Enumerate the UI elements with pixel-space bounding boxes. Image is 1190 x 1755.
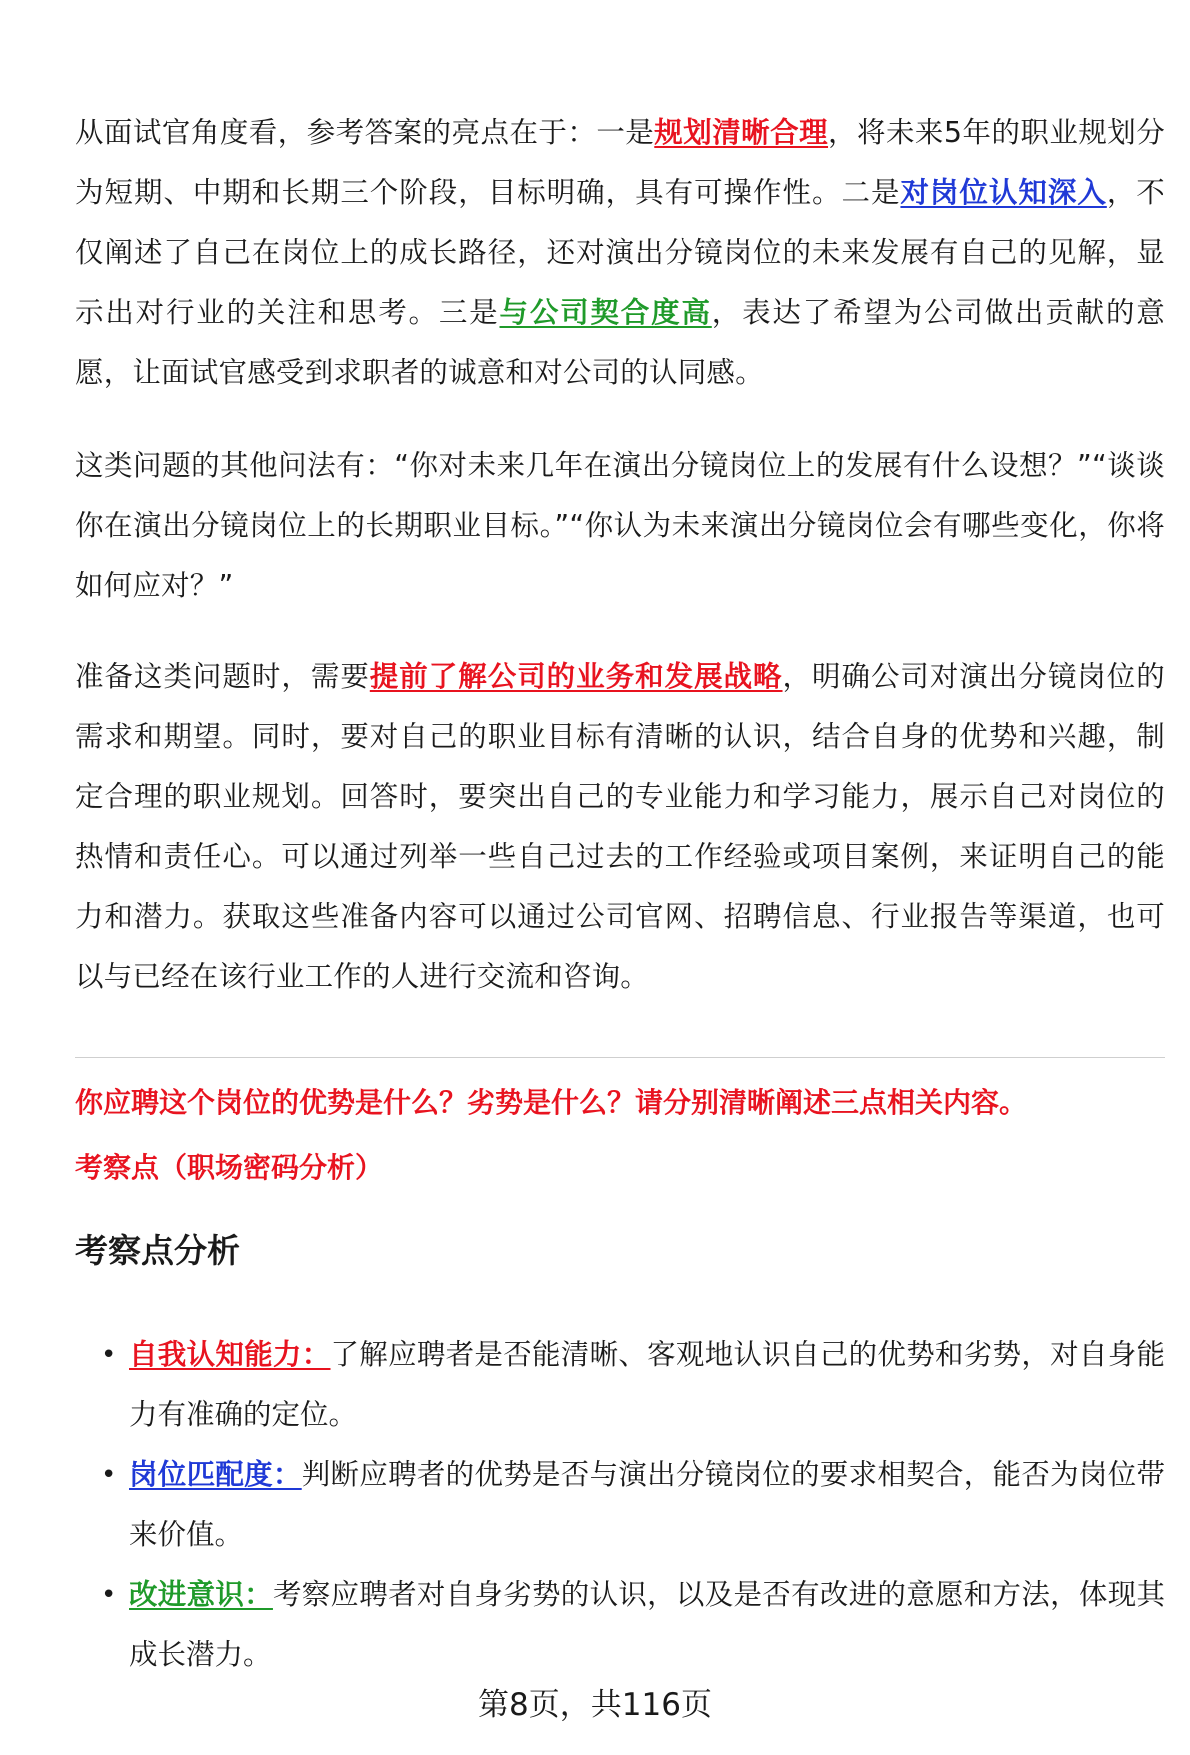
section-title: 考察点分析: [75, 1231, 240, 1270]
list-item: [101, 1565, 1165, 1685]
highlight-company-fit: 与公司契合度高: [499, 296, 712, 329]
highlight-role-understanding: 对岗位认知深入: [900, 176, 1107, 209]
point-text: 了解应聘者是否能清晰、客观地认识自己的优势和劣势，对自身能力有准确的定位。: [129, 1338, 1165, 1431]
list-item: [101, 1325, 1165, 1445]
point-text: 判断应聘者的优势是否与演出分镜岗位的要求相契合，能否为岗位带来价值。: [129, 1458, 1165, 1551]
text-segment: ，明确公司对演出分镜岗位的需求和期望。同时，要对自己的职业目标有清晰的认识，结合自身的优势和兴趣，制定合理的职业规划。回答时，要突出自己的专业能力和学习能力，展示自己对岗位的热情和责任心。可以通过列举一些自己过去的工作经验或项目案例，来证明自己的能力和潜力。获取这些准备内容可以通过公司官网、招聘信息、行业报告等渠道，也可以与已经在该行业工作的人进行交流和咨询。: [75, 660, 1165, 993]
list-item: [101, 1445, 1165, 1565]
paragraph-preparation: [75, 647, 1165, 1007]
text-segment: 准备这类问题时，需要: [75, 660, 370, 693]
section-divider: [75, 1057, 1165, 1058]
paragraph-interviewer-view: [75, 103, 1165, 403]
bullet-icon: •: [101, 1580, 117, 1610]
point-label: 改进意识：: [129, 1578, 273, 1611]
text-segment: ，将未来5年的职业规划分为短期、中期和长期三个阶段，目标明确，具有可操作性。二是: [75, 116, 1165, 209]
highlight-plan-clear: 规划清晰合理: [654, 116, 829, 149]
point-label: 自我认知能力：: [129, 1338, 331, 1371]
bullet-icon: •: [101, 1340, 117, 1370]
interview-question: 你应聘这个岗位的优势是什么？劣势是什么？请分别清晰阐述三点相关内容。: [75, 1086, 1028, 1119]
text-segment: 从面试官角度看，参考答案的亮点在于：一是: [75, 116, 655, 149]
page-number: 第8页，共116页: [478, 1687, 712, 1723]
analysis-points-list: [75, 1325, 1165, 1685]
text-segment: ，不仅阐述了自己在岗位上的成长路径，还对演出分镜岗位的未来发展有自己的见解，显示出对行业的关注和思考。三是: [75, 176, 1166, 329]
bullet-icon: •: [101, 1460, 117, 1490]
point-label: 岗位匹配度：: [129, 1458, 302, 1491]
paragraph-alt-questions: 这类问题的其他问法有：“你对未来几年在演出分镜岗位上的发展有什么设想？”“谈谈你在演出分镜岗位上的长期职业目标。”“你认为未来演出分镜岗位会有哪些变化，你将如何应对？”: [75, 449, 1165, 602]
highlight-company-strategy: 提前了解公司的业务和发展战略: [369, 660, 783, 693]
question-subheading: 考察点（职场密码分析）: [75, 1151, 384, 1184]
text-segment: ，表达了希望为公司做出贡献的意愿，让面试官感受到求职者的诚意和对公司的认同感。: [75, 296, 1165, 389]
point-text: 考察应聘者对自身劣势的认识，以及是否有改进的意愿和方法，体现其成长潜力。: [129, 1578, 1165, 1671]
